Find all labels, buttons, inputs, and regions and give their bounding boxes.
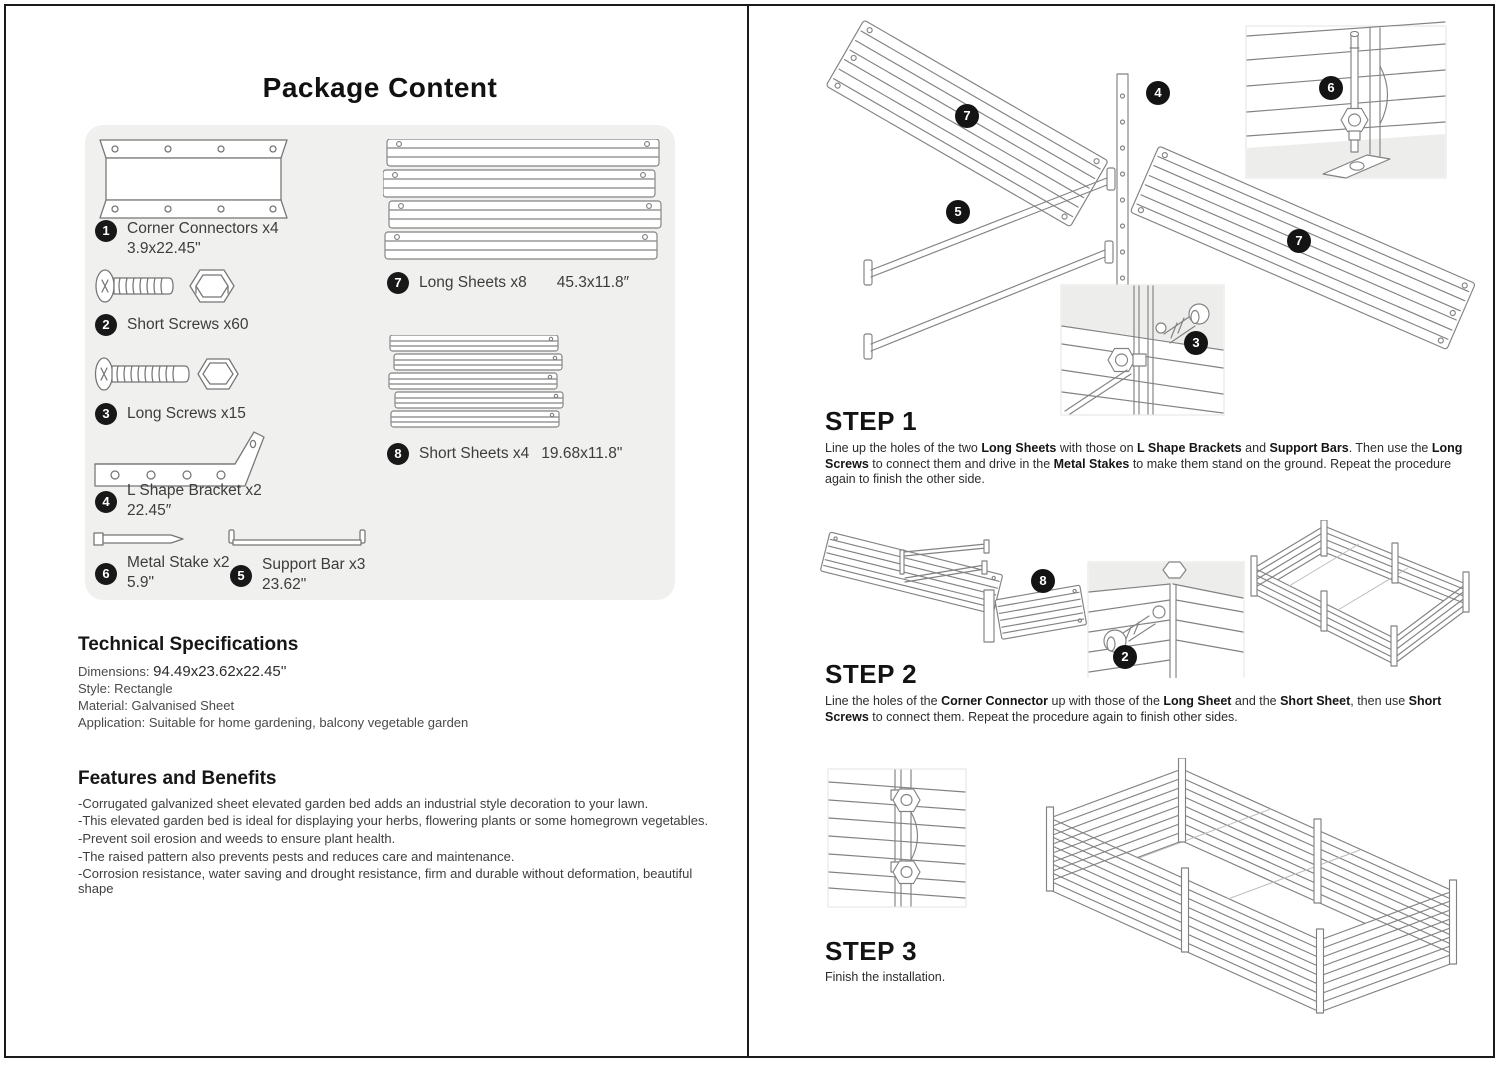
corner-connector-illustration <box>95 138 295 220</box>
spec-style: Style: Rectangle <box>78 681 173 696</box>
long-screw-illustration <box>93 353 243 395</box>
metal-stake-illustration <box>93 530 187 548</box>
package-content-panel <box>85 125 675 600</box>
spec-label: Dimensions: <box>78 664 150 679</box>
item-label: Short Screws x60 <box>127 315 249 333</box>
spec-material: Material: Galvanised Sheet <box>78 698 235 713</box>
step3-text: Finish the installation. <box>825 970 946 984</box>
feature-bullet: -This elevated garden bed is ideal for displaying your herbs, flowering plants or some homegrown vegetables. <box>78 813 709 828</box>
short-screw-illustration <box>93 265 243 307</box>
item-label: Metal Stake x2 <box>127 554 230 571</box>
spec-dimensions <box>78 663 287 680</box>
center-divider <box>747 5 749 1058</box>
feature-bullet: -Corrosion resistance, water saving and drought resistance, firm and durable without deformation, beautiful shape <box>78 866 693 896</box>
item-number-badge: 3 <box>95 403 117 425</box>
feature-bullet: -The raised pattern also prevents pests and reduces care and maintenance. <box>78 849 515 864</box>
step1-title: STEP 1 <box>825 406 918 436</box>
short-sheets-illustration <box>388 335 566 433</box>
item-size: 5.9" <box>127 574 155 591</box>
item-long-screws <box>95 402 246 425</box>
item-label: Short Sheets x4 <box>419 444 530 462</box>
assembled-frame <box>1251 520 1469 666</box>
item-label: Long Sheets x8 <box>419 273 527 291</box>
callout-short-sheet: 8 <box>1031 569 1055 593</box>
callout-support-bar: 5 <box>946 200 970 224</box>
spec-value: 94.49x23.62x22.45'' <box>153 663 287 680</box>
item-number-badge: 7 <box>387 272 409 294</box>
item-label: L Shape Bracket x2 <box>127 482 262 499</box>
callout-long-sheet-right: 7 <box>1287 229 1311 253</box>
support-bar-illustration <box>227 528 367 548</box>
item-short-screws <box>95 313 248 336</box>
callout-long-sheet-left: 7 <box>955 104 979 128</box>
page-title: Package Content <box>262 72 498 103</box>
step1-exploded-diagram <box>818 8 1483 418</box>
item-corner-connectors <box>95 219 279 259</box>
item-number-badge: 5 <box>230 565 252 587</box>
features-title: Features and Benefits <box>78 768 277 789</box>
step2-text: Line the holes of the Corner Connector up with those of the Long Sheet and the Short Sheet, then use Short Screws to connect them. Repeat the procedure again to finish other sides. <box>825 694 1442 724</box>
short-screw-detail-inset <box>1088 562 1244 678</box>
item-label: Support Bar x3 <box>262 556 366 573</box>
item-support-bar <box>230 555 365 595</box>
item-size: 19.68x11.8" <box>541 444 623 462</box>
item-label: Long Screws x15 <box>127 404 246 422</box>
step3-bracket-inset <box>827 768 967 908</box>
callout-short-screw: 2 <box>1113 645 1137 669</box>
callout-long-screw: 3 <box>1184 331 1208 355</box>
finished-garden-bed <box>1040 758 1465 1043</box>
step2-diagram <box>818 520 1483 678</box>
tech-specs-title: Technical Specifications <box>78 634 299 655</box>
callout-metal-stake: 6 <box>1319 76 1343 100</box>
stake-detail-inset <box>1246 22 1446 178</box>
item-number-badge: 1 <box>95 220 117 242</box>
spec-application: Application: Suitable for home gardening, balcony vegetable garden <box>78 715 469 730</box>
feature-bullet: -Prevent soil erosion and weeds to ensure plant health. <box>78 831 396 846</box>
item-size: 45.3x11.8″ <box>556 273 630 291</box>
item-number-badge: 2 <box>95 314 117 336</box>
item-short-sheets <box>387 442 622 465</box>
item-metal-stake <box>95 553 230 593</box>
step3-title: STEP 3 <box>825 936 918 966</box>
step2-title: STEP 2 <box>825 659 918 689</box>
item-l-shape-bracket <box>95 481 262 521</box>
item-label: Corner Connectors x4 <box>127 220 279 237</box>
long-sheets-illustration <box>383 139 665 261</box>
feature-bullet: -Corrugated galvanized sheet elevated garden bed adds an industrial style decoration to your lawn. <box>78 796 649 811</box>
item-size: 23.62" <box>262 576 307 593</box>
item-number-badge: 8 <box>387 443 409 465</box>
item-number-badge: 4 <box>95 491 117 513</box>
item-size: 22.45″ <box>127 502 172 519</box>
item-long-sheets <box>387 271 629 294</box>
item-size: 3.9x22.45" <box>127 240 201 257</box>
item-number-badge: 6 <box>95 563 117 585</box>
step1-text: Line up the holes of the two Long Sheets with those on L Shape Brackets and Support Bars. Then use the Long Screws to connect them and drive in the Metal Stakes to make them stand on the ground. Repeat the procedure again to finish the other side. <box>825 441 1463 486</box>
callout-l-bracket: 4 <box>1146 81 1170 105</box>
